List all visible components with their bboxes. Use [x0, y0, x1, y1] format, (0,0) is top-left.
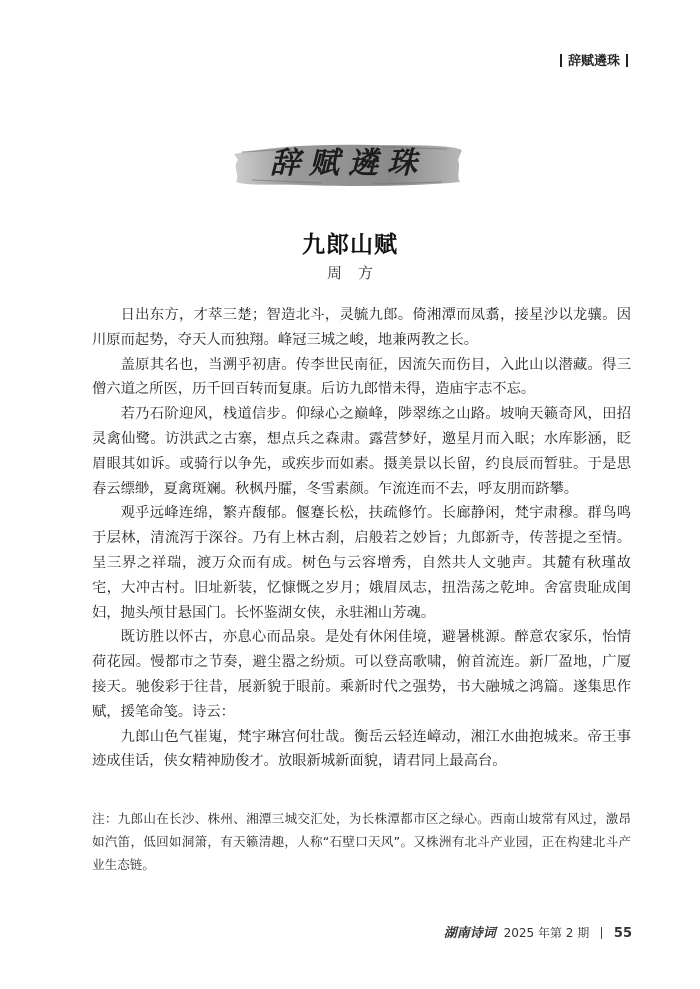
author-name: 周方: [326, 264, 389, 282]
page-number: 55: [613, 926, 632, 941]
poem-title: 九郎山赋: [302, 231, 398, 258]
column-banner: [232, 140, 464, 188]
body-text: [92, 303, 631, 774]
footnote: 注：九郎山在长沙、株州、湘潭三城交汇处，为长株潭都市区之绿心。西南山坡常有风过，激昂如汽笛，低回如洞箫，有天籁清趣，人称“石壁口天风”。又株洲有北斗产业园，正在构建北斗产业生态链。: [92, 811, 631, 872]
section-tag-label: 辞赋遴珠: [567, 54, 620, 69]
paragraph-1: 日出东方，才萃三楚；智造北斗，灵毓九郎。倚湘潭而凤翥，接星沙以龙骧。因川原而起势，夺天人而独翔。峰冠三城之峻，地兼两教之长。: [92, 307, 631, 348]
paragraph-6-poem: 九郎山色气崔嵬，梵宇琳宫何壮哉。衡岳云轻连嶂动，湘江水曲抱城来。帝王事迹成佳话，侠女精神励俊才。放眼新城新面貌，请君同上最高台。: [92, 728, 631, 770]
section-tag: [554, 50, 634, 69]
paragraph-5: 既访胜以怀古，亦息心而品泉。是处有休闲佳境，避暑桃源。醉意农家乐，怡情荷花园。慢都市之节奏，避尘嚣之纷烦。可以登高歌啸，俯首流连。新厂盈地，广厦接天。驰俊彩于往昔，展新貌于眼前。乘新时代之强势，书大融城之鸿篇。遂集思作赋，援笔命笺。诗云：: [92, 629, 631, 720]
footer-divider: [601, 927, 602, 939]
page-footer: [444, 922, 632, 941]
paragraph-4: 观乎远峰连绵，繁卉馥郁。偃蹇长松，扶疏修竹。长廊静闲，梵宇肃穆。群鸟鸣于层林，清流泻于深谷。乃有上林古刹，启般若之妙旨；九郎新寺，传菩提之至情。呈三界之祥瑞，渡万众而有成。树色与云容增秀，自然共人文驰声。其麓有秋瑾故宅，大冲古村。旧址新装，忆慷慨之岁月；娥眉凤志，扭浩荡之乾坤。舍富贵耻成闺妇，抛头颅甘悬国门。长怀鉴湖女侠，永驻湘山芳魂。: [92, 505, 631, 621]
section-tag-left-bar: [560, 54, 562, 67]
paragraph-2: 盖原其名也，当溯乎初唐。传李世民南征，因流矢而伤目，入此山以潜藏。得三僧六道之所医，历千回百转而复康。后访九郎惜未得，造庙宇志不忘。: [92, 356, 631, 398]
paragraph-3: 若乃石阶迎风，栈道信步。仰绿心之巅峰，陟翠练之山路。坡响天籁奇风，田招灵禽仙鹭。访洪武之古寨，想点兵之森肃。露营梦好，邀星月而入眠；水库影涵，眨眉眼其如诉。或骑行以争先，或疾步而如素。摄美景以长留，约良辰而暂驻。于是思春云缥缈，夏禽斑斓。秋枫丹臛，冬雪素颜。乍流连而不去，呼友朋而跻攀。: [92, 406, 631, 497]
issue-label: 2025 年第 2 期: [503, 926, 590, 940]
banner-title: 辞赋遴珠: [270, 146, 426, 181]
magazine-name: 湖南诗词: [443, 926, 496, 941]
section-tag-right-bar: [626, 54, 628, 67]
